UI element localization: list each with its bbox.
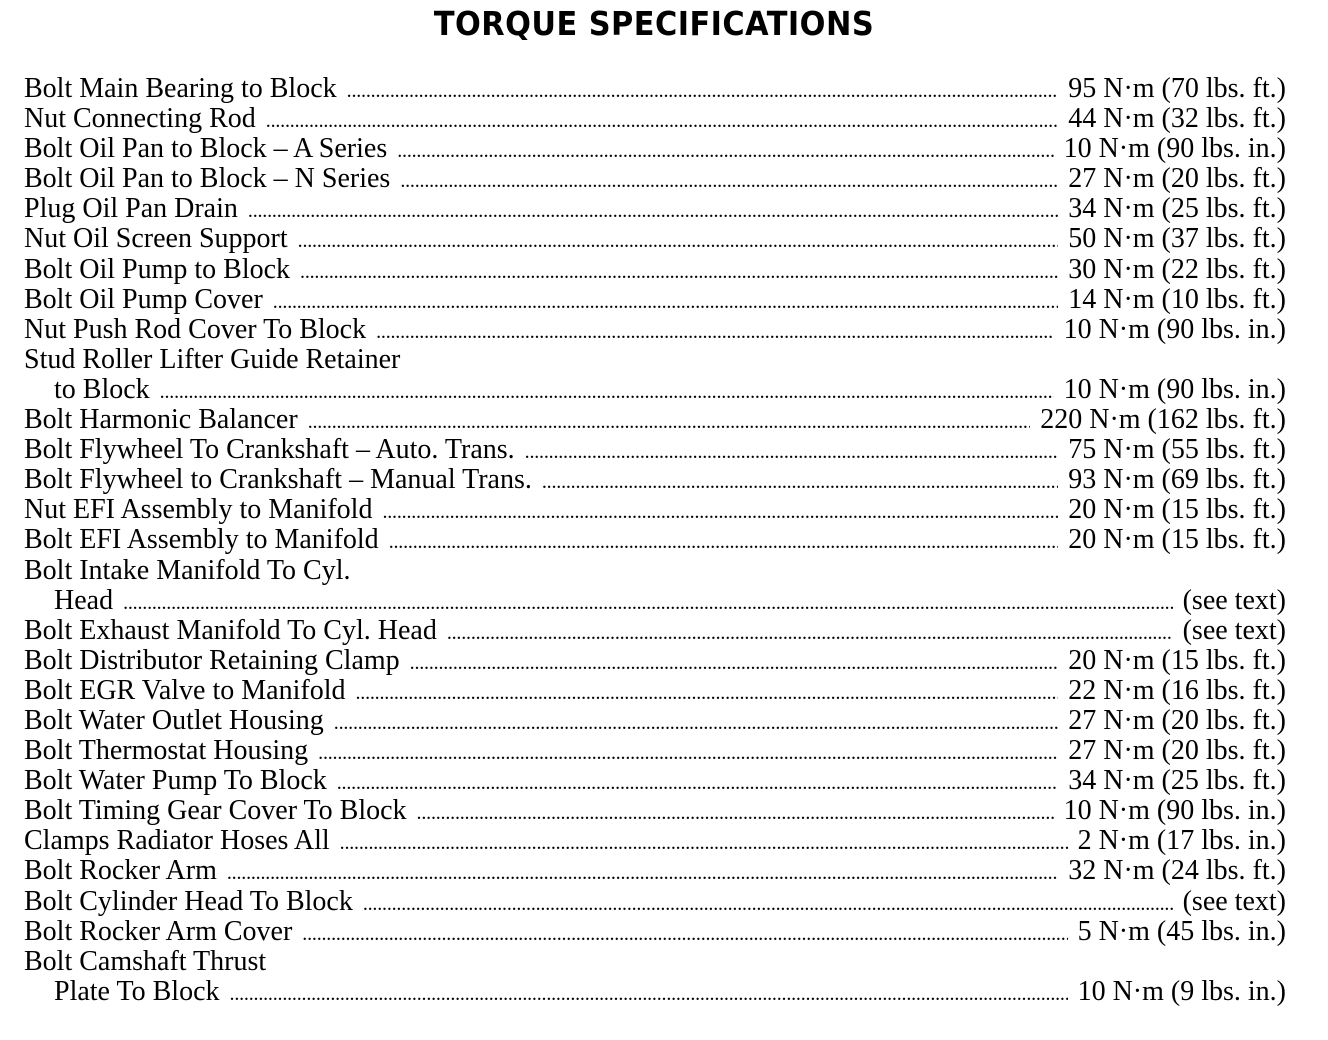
spec-value: 30 N·m (22 lbs. ft.) bbox=[1068, 254, 1286, 285]
spec-row bbox=[24, 616, 1286, 646]
spec-value: 22 N·m (16 lbs. ft.) bbox=[1068, 675, 1286, 706]
spec-value: 32 N·m (24 lbs. ft.) bbox=[1068, 856, 1286, 887]
spec-row bbox=[24, 495, 1286, 525]
spec-row bbox=[24, 676, 1286, 706]
spec-value: 20 N·m (15 lbs. ft.) bbox=[1068, 525, 1286, 556]
spec-row bbox=[24, 977, 1286, 1007]
spec-row bbox=[24, 134, 1286, 164]
spec-label-line: Bolt Intake Manifold To Cyl. bbox=[24, 555, 351, 586]
spec-label: Bolt Water Pump To Block bbox=[24, 766, 327, 797]
page-title: TORQUE SPECIFICATIONS bbox=[433, 4, 875, 43]
dot-leader bbox=[347, 76, 1059, 104]
spec-label: Bolt Thermostat Housing bbox=[24, 736, 309, 767]
spec-label: to Block bbox=[54, 374, 150, 405]
dot-leader bbox=[337, 768, 1058, 796]
spec-row bbox=[24, 917, 1286, 947]
dot-leader bbox=[340, 828, 1068, 856]
spec-label: Bolt Cylinder Head To Block bbox=[24, 886, 353, 917]
spec-row bbox=[24, 255, 1286, 285]
spec-value: 50 N·m (37 lbs. ft.) bbox=[1068, 224, 1286, 255]
spec-row bbox=[24, 74, 1286, 104]
spec-value: 20 N·m (15 lbs. ft.) bbox=[1068, 495, 1286, 526]
spec-row bbox=[24, 405, 1286, 435]
spec-row bbox=[24, 224, 1286, 254]
dot-leader bbox=[160, 377, 1054, 405]
spec-value: 34 N·m (25 lbs. ft.) bbox=[1068, 766, 1286, 797]
spec-label: Bolt EGR Valve to Manifold bbox=[24, 675, 346, 706]
dot-leader bbox=[410, 648, 1059, 676]
dot-leader bbox=[300, 257, 1058, 285]
dot-leader bbox=[382, 497, 1058, 525]
spec-value: 34 N·m (25 lbs. ft.) bbox=[1068, 194, 1286, 225]
dot-leader bbox=[266, 106, 1058, 134]
dot-leader bbox=[355, 678, 1058, 706]
torque-spec-list bbox=[24, 74, 1286, 1007]
spec-label: Bolt EFI Assembly to Manifold bbox=[24, 525, 379, 556]
spec-label: Clamps Radiator Hoses All bbox=[24, 826, 330, 857]
dot-leader bbox=[400, 166, 1058, 194]
spec-label: Bolt Flywheel to Crankshaft – Manual Trans. bbox=[24, 465, 532, 496]
spec-row bbox=[24, 465, 1286, 495]
dot-leader bbox=[376, 317, 1053, 345]
spec-row bbox=[24, 525, 1286, 555]
spec-row bbox=[24, 285, 1286, 315]
dot-leader bbox=[123, 588, 1173, 616]
spec-value: 10 N·m (90 lbs. in.) bbox=[1063, 314, 1286, 345]
spec-label: Bolt Oil Pump Cover bbox=[24, 284, 263, 315]
spec-value: 27 N·m (20 lbs. ft.) bbox=[1068, 164, 1286, 195]
dot-leader bbox=[447, 618, 1173, 646]
spec-row bbox=[24, 856, 1286, 886]
spec-label: Head bbox=[54, 585, 114, 616]
spec-label: Nut Oil Screen Support bbox=[24, 224, 288, 255]
spec-value: 10 N·m (90 lbs. in.) bbox=[1063, 134, 1286, 165]
spec-row bbox=[24, 736, 1286, 766]
spec-row bbox=[24, 646, 1286, 676]
spec-value: 2 N·m (17 lbs. in.) bbox=[1077, 826, 1286, 857]
spec-label-line: Stud Roller Lifter Guide Retainer bbox=[24, 344, 401, 375]
spec-row bbox=[24, 164, 1286, 194]
spec-label: Nut Connecting Rod bbox=[24, 104, 256, 135]
spec-row bbox=[24, 706, 1286, 736]
spec-value: 14 N·m (10 lbs. ft.) bbox=[1068, 284, 1286, 315]
dot-leader bbox=[417, 798, 1054, 826]
spec-row bbox=[24, 586, 1286, 616]
spec-value: 75 N·m (55 lbs. ft.) bbox=[1068, 435, 1286, 466]
spec-label: Bolt Rocker Arm Cover bbox=[24, 916, 293, 947]
spec-value: 27 N·m (20 lbs. ft.) bbox=[1068, 736, 1286, 767]
dot-leader bbox=[542, 467, 1058, 495]
dot-leader bbox=[227, 858, 1058, 886]
spec-value: 220 N·m (162 lbs. ft.) bbox=[1040, 405, 1286, 436]
dot-leader bbox=[298, 226, 1059, 254]
spec-row bbox=[24, 826, 1286, 856]
spec-label-line: Bolt Camshaft Thrust bbox=[24, 946, 267, 977]
spec-row bbox=[24, 887, 1286, 917]
spec-value: (see text) bbox=[1182, 886, 1286, 917]
spec-row bbox=[24, 315, 1286, 345]
spec-row bbox=[24, 435, 1286, 465]
dot-leader bbox=[334, 708, 1058, 736]
spec-value: (see text) bbox=[1182, 585, 1286, 616]
spec-row bbox=[24, 796, 1286, 826]
spec-value: 20 N·m (15 lbs. ft.) bbox=[1068, 645, 1286, 676]
spec-label: Bolt Exhaust Manifold To Cyl. Head bbox=[24, 615, 437, 646]
dot-leader bbox=[230, 979, 1068, 1007]
dot-leader bbox=[397, 136, 1053, 164]
dot-leader bbox=[273, 287, 1058, 315]
spec-value: 10 N·m (90 lbs. in.) bbox=[1063, 374, 1286, 405]
dot-leader bbox=[302, 919, 1067, 947]
spec-label: Plug Oil Pan Drain bbox=[24, 194, 238, 225]
dot-leader bbox=[248, 196, 1058, 224]
dot-leader bbox=[363, 889, 1173, 917]
spec-label: Bolt Oil Pump to Block bbox=[24, 254, 291, 285]
spec-label: Bolt Main Bearing to Block bbox=[24, 74, 337, 104]
spec-value: 93 N·m (69 lbs. ft.) bbox=[1068, 465, 1286, 496]
spec-row bbox=[24, 104, 1286, 134]
spec-row bbox=[24, 375, 1286, 405]
spec-label: Bolt Oil Pan to Block – A Series bbox=[24, 134, 388, 165]
spec-row bbox=[24, 766, 1286, 796]
spec-value: 10 N·m (90 lbs. in.) bbox=[1063, 796, 1286, 827]
dot-leader bbox=[318, 738, 1058, 766]
spec-label: Bolt Water Outlet Housing bbox=[24, 705, 324, 736]
dot-leader bbox=[308, 407, 1031, 435]
dot-leader bbox=[525, 437, 1059, 465]
spec-label: Nut EFI Assembly to Manifold bbox=[24, 495, 373, 526]
spec-label: Bolt Flywheel To Crankshaft – Auto. Trans. bbox=[24, 435, 515, 466]
spec-label: Bolt Oil Pan to Block – N Series bbox=[24, 164, 391, 195]
spec-label: Bolt Harmonic Balancer bbox=[24, 405, 298, 436]
spec-value: 44 N·m (32 lbs. ft.) bbox=[1068, 104, 1286, 135]
spec-value: 10 N·m (9 lbs. in.) bbox=[1077, 976, 1286, 1007]
spec-label: Bolt Distributor Retaining Clamp bbox=[24, 645, 400, 676]
spec-label: Plate To Block bbox=[54, 976, 220, 1007]
spec-row bbox=[24, 194, 1286, 224]
spec-label: Nut Push Rod Cover To Block bbox=[24, 314, 367, 345]
spec-value: (see text) bbox=[1182, 615, 1286, 646]
dot-leader bbox=[389, 527, 1059, 555]
spec-label: Bolt Rocker Arm bbox=[24, 856, 217, 887]
spec-value: 95 N·m (70 lbs. ft.) bbox=[1068, 74, 1286, 104]
spec-value: 5 N·m (45 lbs. in.) bbox=[1077, 916, 1286, 947]
spec-value: 27 N·m (20 lbs. ft.) bbox=[1068, 705, 1286, 736]
spec-label: Bolt Timing Gear Cover To Block bbox=[24, 796, 407, 827]
